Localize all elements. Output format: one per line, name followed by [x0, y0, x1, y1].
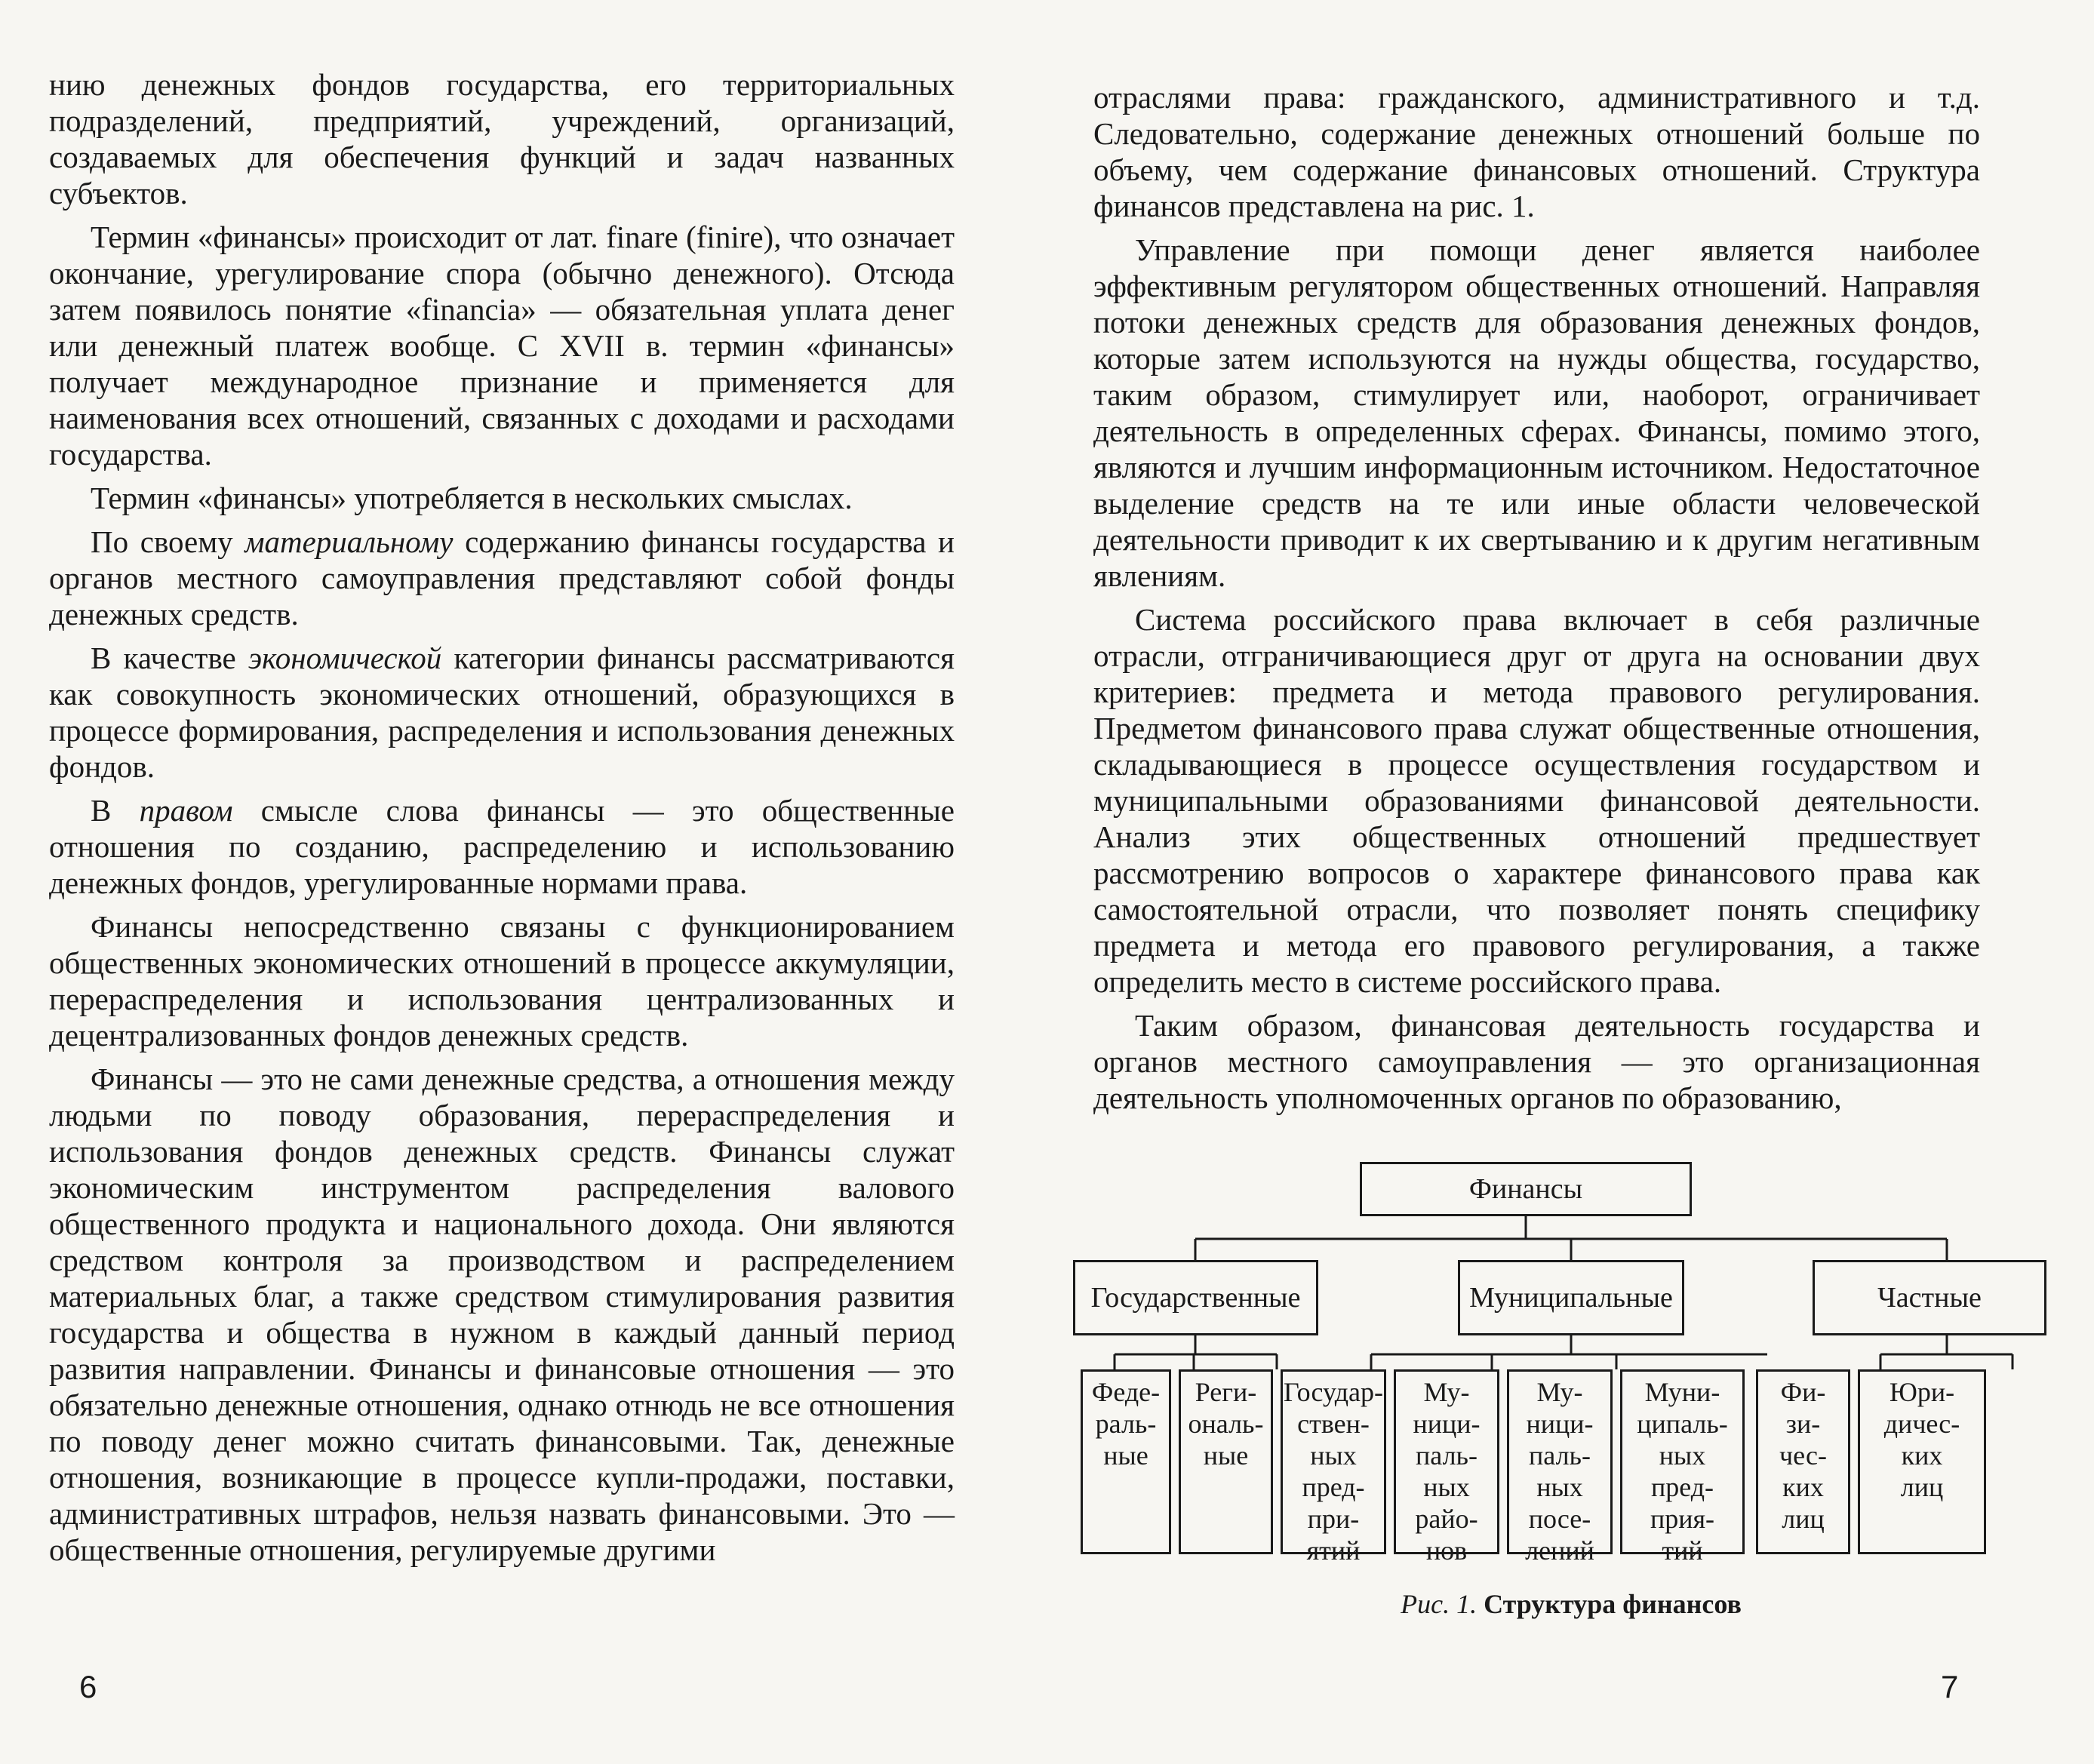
- emphasis: экономической: [248, 641, 442, 675]
- page-number: 7: [1941, 1669, 1959, 1704]
- leaf-box-state-enterprises: Государ- ствен- ных пред- при- ятий: [1281, 1369, 1386, 1554]
- leaf-box-federal: Феде- раль- ные: [1081, 1369, 1171, 1554]
- leaf-box-individuals: Фи- зи- чес- ких лиц: [1756, 1369, 1850, 1554]
- finance-structure-diagram: [1073, 1147, 2069, 1619]
- paragraph: По своему материальному содержанию финансы государства и органов местного самоуправления представляют собой фонды денежных средств.: [49, 524, 955, 632]
- paragraph: нию денежных фондов государства, его территориальных подразделений, предприятий, учреждений, организаций, создаваемых для обеспечения функций и задач названных субъектов.: [49, 67, 955, 211]
- paragraph: Финансы непосредственно связаны с функционированием общественных экономических отношений в процессе аккумуляции, перераспределения и использования централизованных и децентрализованных фондов денежных средств.: [49, 909, 955, 1053]
- paragraph: Термин «финансы» употребляется в нескольких смыслах.: [91, 481, 853, 515]
- group-box-municipal: Муниципальные: [1458, 1260, 1684, 1335]
- caption-figure-number: Рис. 1.: [1401, 1589, 1477, 1619]
- paragraph: В правом смысле слова финансы — это общественные отношения по созданию, распределению и использованию денежных фондов, урегулированные нормами права.: [49, 793, 955, 900]
- leaf-box-municipal-enterprises: Муни- ципаль- ных пред- прия- тий: [1620, 1369, 1745, 1554]
- page-number: 6: [79, 1669, 97, 1704]
- paragraph: Термин «финансы» происходит от лат. finare (finire), что означает окончание, урегулирование спора (обычно денежного). Отсюда затем появилось понятие «financia» — обязательная уплата денег или денежный платеж вообще. С XVII в. термин «финансы» получает международное признание и применяется для наименования всех отношений, связанных с доходами и расходами государства.: [49, 220, 955, 472]
- caption-title: Структура финансов: [1484, 1589, 1742, 1619]
- leaf-box-municipal-districts: Му- ници- паль- ных райо- нов: [1394, 1369, 1499, 1554]
- left-text-column: [49, 66, 955, 1575]
- figure-caption: [1073, 1588, 2069, 1620]
- leaf-box-municipal-settlements: Му- ници- паль- ных посе- лений: [1507, 1369, 1613, 1554]
- leaf-box-regional: Реги- ональ- ные: [1179, 1369, 1273, 1554]
- group-box-private: Частные: [1813, 1260, 2046, 1335]
- right-page: [1047, 0, 2094, 1764]
- leaf-box-legal-entities: Юри- дичес- ких лиц: [1858, 1369, 1986, 1554]
- root-box-finance: Финансы: [1360, 1162, 1692, 1216]
- paragraph: В качестве экономической категории финансы рассматриваются как совокупность экономических отношений, образующихся в процессе формирования, распределения и использования денежных фондов.: [49, 641, 955, 784]
- paragraph: Финансы — это не сами денежные средства, а отношения между людьми по поводу образования, перераспределения и использования фондов денежных средств. Финансы служат экономическим инструментом распределения валового общественного продукта и национального дохода. Они являются средством контроля за производством и распределением материальных благ, а также средством стимулирования развития государства и общества в нужном в каждый данный период развития направлении. Финансы и финансовые отношения — это обязательно денежные отношения, однако отнюдь не все отношения по поводу денег можно считать финансовыми. Так, денежные отношения, возникающие в процессе купли-продажи, поставки, административных штрафов, нельзя назвать финансовыми. Это — общественные отношения, регулируемые другими: [49, 1062, 955, 1567]
- emphasis: материальному: [244, 524, 454, 559]
- paragraph: Управление при помощи денег является наиболее эффективным регулятором общественных отношений. Направляя потоки денежных средств для образования денежных фондов, которые затем используются на нужды общества, государство, таким образом, стимулирует или, наоборот, ограничивает деятельность в определенных сферах. Финансы, помимо этого, являются и лучшим информационным источником. Недостаточное выделение средств на те или иные области человеческой деятельности приводит к их свертыванию и к другим негативным явлениям.: [1093, 232, 1980, 593]
- paragraph: Таким образом, финансовая деятельность государства и органов местного самоуправления — это организационная деятельность уполномоченных органов по образованию,: [1093, 1008, 1980, 1115]
- paragraph: Система российского права включает в себя различные отрасли, отграничивающиеся друг от друга на основании двух критериев: предмета и метода правового регулирования. Предметом финансового права служат общественные отношения, складывающиеся в процессе осуществления государством и муниципальными образованиями финансовой деятельности. Анализ этих общественных отношений предшествует рассмотрению вопросов о характере финансового права как самостоятельной отрасли, что позволяет понять специфику предмета и метода его правового регулирования, а также определить место в системе российского права.: [1093, 602, 1980, 999]
- right-text-column: [1093, 79, 1980, 1123]
- group-box-state: Государственные: [1073, 1260, 1318, 1335]
- paragraph: отраслями права: гражданского, административного и т.д. Следовательно, содержание денежных отношений больше по объему, чем содержание финансовых отношений. Структура финансов представлена на рис. 1.: [1093, 80, 1980, 223]
- emphasis: правом: [139, 793, 233, 828]
